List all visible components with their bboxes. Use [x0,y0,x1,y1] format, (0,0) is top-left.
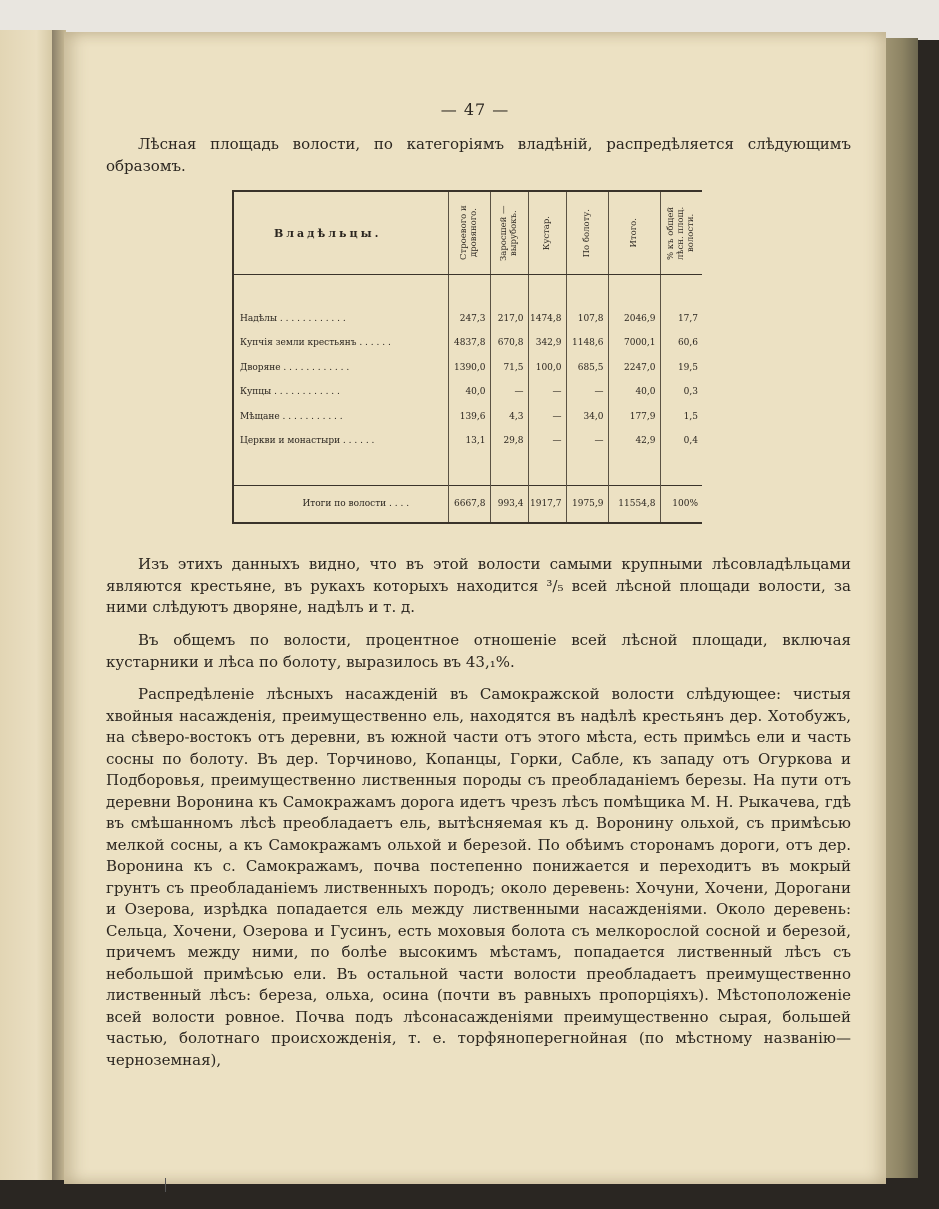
table-spacer [234,275,702,307]
table-row [234,356,702,380]
cell: 685,5 [566,356,608,380]
cell: 247,3 [448,307,490,331]
cell: 1390,0 [448,356,490,380]
col-header: Итого. [608,192,660,275]
table-row [234,380,702,404]
cell: 993,4 [490,485,528,522]
cell: 4837,8 [448,331,490,355]
col-header: % къ общей лѣсн. площ. волости. [660,192,702,275]
table-row [234,429,702,453]
body-paragraph: Распредѣленіе лѣсныхъ насажденій въ Самокражской волости слѣдующее: чистыя хвойныя насажденія, преимущественно ель, находятся въ надѣлѣ крестьянъ дер. Хотобужъ, на сѣверо-востокъ отъ деревни, въ южной части отъ этого мѣста, есть примѣсь ели и часть сосны по болоту. Въ дер. Торчиново, Копанцы, Горки, Сабле, къ западу отъ Огуркова и Подборовья, преимущественно лиственныя породы съ преобладаніемъ березы. На пути отъ деревни Воронина къ Самокражамъ дорога идетъ чрезъ лѣсъ помѣщика М. Н. Рыкачева, гдѣ въ смѣшанномъ лѣсѣ преобладаетъ ель, вытѣсняемая къ д. Воронину ольхой, съ примѣсью мелкой сосны, а къ Самокражамъ ольхой и березой. По обѣимъ сторонамъ дороги, отъ дер. Воронина къ с. Самокражамъ, почва постепенно понижается и переходитъ въ мокрый грунтъ съ преобладаніемъ лиственныхъ породъ; около деревень: Хочуни, Хочени, Дорогани и Озерова, изрѣдка попадается ель между лиственными насажденіями. Около деревень: Сельца, Хочени, Озерова и Гусинъ, есть моховыя болота съ мелкорослой сосной и березой, причемъ между ними, по болѣе высокимъ мѣстамъ, попадается лиственный лѣсъ съ небольшой примѣсью ели. Въ остальной части волости преобладаетъ преимущественно лиственный лѣсъ: береза, ольха, осина (почти въ равныхъ пропорціяхъ). Мѣстоположеніе всей волости ровное. Почва подъ лѣсонасажденіями преимущественно сырая, большей частью, болотнаго происхожденія, т. е. торфяноперегнойная (по мѣстному названію—черноземная), [106,685,851,1069]
cell: 139,6 [448,404,490,428]
cell: — [528,404,566,428]
body-paragraph: Въ общемъ по волости, процентное отношеніе всей лѣсной площади, включая кустарники и лѣса по болоту, выразилось въ 43,₁%. [106,631,851,671]
cell: 1975,9 [566,485,608,522]
cell: 217,0 [490,307,528,331]
cell: 100,0 [528,356,566,380]
col-header: Строевого и дровяного. [448,192,490,275]
cell: 1148,6 [566,331,608,355]
col-header: Кустар. [528,192,566,275]
cell: 177,9 [608,404,660,428]
table-row [234,307,702,331]
row-label: Купцы . . . . . . . . . . . . [240,387,340,398]
row-label: Церкви и монастыри . . . . . . [240,435,375,446]
owner-header: Владѣльцы. [234,192,448,275]
table-spacer [234,453,702,485]
cell: 2046,9 [608,307,660,331]
table-header-row [234,192,702,275]
row-label: Надѣлы . . . . . . . . . . . . [240,314,346,325]
cell: 29,8 [490,429,528,453]
cell: 13,1 [448,429,490,453]
table-row [234,331,702,355]
col-header: По болоту. [566,192,608,275]
cell: 71,5 [490,356,528,380]
row-label: Мѣщане . . . . . . . . . . . [240,411,343,422]
book-page [64,32,886,1184]
cell: 17,7 [660,307,702,331]
cell: 100% [660,485,702,522]
cell: 11554,8 [608,485,660,522]
cell: 107,8 [566,307,608,331]
pencil-mark [165,1178,166,1192]
col-header: Заросшей — вырубокъ. [490,192,528,275]
cell: 42,9 [608,429,660,453]
cell: 1917,7 [528,485,566,522]
cell: 40,0 [608,380,660,404]
cell: 60,6 [660,331,702,355]
cell: 7000,1 [608,331,660,355]
cell: 6667,8 [448,485,490,522]
cell: 19,5 [660,356,702,380]
left-page-edge [0,30,53,1180]
forest-table [232,190,702,524]
table-total-row [234,485,702,522]
cell: 0,3 [660,380,702,404]
cell: 40,0 [448,380,490,404]
row-label: Купчія земли крестьянъ . . . . . . [240,338,391,349]
cell: 670,8 [490,331,528,355]
body-paragraph: Изъ этихъ данныхъ видно, что въ этой волости самыми крупными лѣсовладѣльцами являются крестьяне, въ рукахъ которыхъ находится ³/₅ всей лѣсной площади волости, за ними слѣдуютъ дворяне, надѣлъ и т. д. [106,555,851,616]
row-label: Дворяне . . . . . . . . . . . . [240,362,350,373]
cell: — [490,380,528,404]
cell: — [566,380,608,404]
page-number: — 47 — [440,100,510,119]
cell: 34,0 [566,404,608,428]
cell: 0,4 [660,429,702,453]
cell: 2247,0 [608,356,660,380]
cell: 1474,8 [528,307,566,331]
cell: 1,5 [660,404,702,428]
total-label: Итоги по волости . . . . [234,485,448,522]
table-row [234,404,702,428]
cell: 342,9 [528,331,566,355]
cell: — [528,429,566,453]
cell: — [528,380,566,404]
cell: — [566,429,608,453]
intro-paragraph: Лѣсная площадь волости, по категоріямъ владѣній, распредѣляется слѣдующимъ образомъ. [106,135,851,175]
cell: 4,3 [490,404,528,428]
